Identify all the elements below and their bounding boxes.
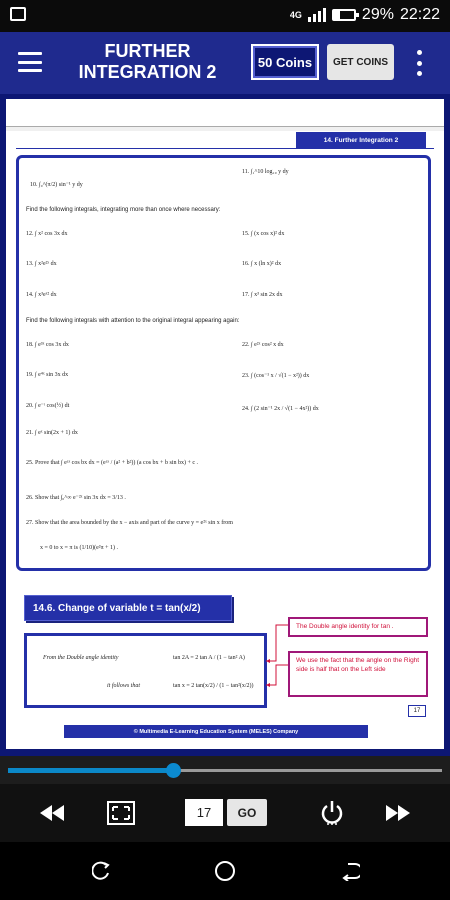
seek-bar[interactable]	[0, 756, 450, 784]
network-type: 4G	[289, 10, 302, 20]
exercise-item: 11. ∫₁^10 log₁₀ y dy	[242, 169, 289, 175]
hamburger-menu-icon[interactable]	[18, 52, 42, 72]
annotation-note: The Double angle identity for tan .	[288, 617, 428, 637]
system-nav-bar	[0, 842, 450, 900]
page-title: FURTHER INTEGRATION 2	[78, 41, 217, 82]
recent-apps-icon[interactable]	[86, 842, 118, 900]
more-options-icon[interactable]	[415, 50, 423, 76]
rewind-icon[interactable]	[30, 784, 74, 842]
exercise-item: 16. ∫ x (ln x)² dx	[242, 261, 282, 267]
exercise-box	[16, 155, 431, 571]
exercise-item: 14. ∫ x³eˣ² dx	[26, 292, 57, 298]
divider	[16, 148, 434, 149]
exercise-item: 24. ∫ (2 sin⁻¹ 2x / √(1 − 4x²)) dx	[242, 406, 319, 412]
formula-box	[24, 633, 267, 708]
instruction-text: Find the following integrals, integrating more than once where necessary:	[26, 207, 221, 213]
seek-thumb[interactable]	[166, 763, 181, 778]
formula-expression: tan x = 2 tan(x/2) / (1 − tan²(x/2))	[173, 683, 254, 689]
coins-badge[interactable]: 50 Coins	[251, 44, 319, 80]
exercise-item: 13. ∫ x²e²ˣ dx	[26, 261, 57, 267]
page-number-input[interactable]: 17	[185, 799, 223, 826]
exercise-item: 20. ∫ e⁻ᵗ cos(½) dt	[26, 403, 70, 409]
fast-forward-icon[interactable]	[376, 784, 420, 842]
exercise-item: 15. ∫ (x cos x)² dx	[242, 231, 285, 237]
home-icon[interactable]	[208, 842, 242, 900]
screenshot-icon	[10, 7, 26, 21]
signal-icon	[308, 8, 326, 22]
seek-progress	[8, 768, 173, 773]
section-title: 14.6. Change of variable t = tan(x/2)	[24, 595, 232, 621]
exercise-item: 19. ∫ e⁴ˣ sin 3x dx	[26, 372, 69, 378]
battery-icon	[332, 9, 356, 21]
exercise-item: x = 0 to x = π is (1/10)(e²π + 1) .	[40, 545, 118, 551]
exercise-item: 10. ∫₀^(π/2) sin⁻¹ y dy	[30, 182, 83, 188]
page-header	[6, 99, 444, 127]
instruction-text: Find the following integrals with attention to the original integral appearing again:	[26, 318, 240, 324]
exercise-item: 27. Show that the area bounded by the x − axis and part of the curve y = e²ˣ sin x from	[26, 520, 233, 526]
battery-percent: 29%	[361, 6, 394, 23]
exercise-item: 26. Show that ∫₀^∞ e⁻²ˣ sin 3x dx = 3/13 .	[26, 495, 126, 501]
exercise-item: 23. ∫ (cos⁻¹ x / √(1 − x²)) dx	[242, 373, 310, 379]
formula-lead: From the Double angle identity	[43, 655, 119, 661]
exercise-item: 21. ∫ eˣ sin(2x + 1) dx	[26, 430, 78, 436]
go-button[interactable]: GO	[227, 799, 267, 826]
player-controls	[0, 784, 450, 842]
exercise-item: 12. ∫ x² cos 3x dx	[26, 231, 68, 237]
exercise-item: 18. ∫ e³ˣ cos 3x dx	[26, 342, 69, 348]
fullscreen-icon[interactable]	[98, 784, 144, 842]
document-viewer[interactable]	[0, 94, 450, 756]
status-bar	[0, 0, 450, 32]
document-page	[6, 99, 444, 749]
copyright-footer: © Multimedia E-Learning Education System (MELES) Company	[64, 725, 368, 738]
clock: 22:22	[399, 6, 440, 23]
get-coins-button[interactable]: GET COINS	[327, 44, 394, 80]
annotation-note: We use the fact that the angle on the Right side is half that on the Left side	[288, 651, 428, 697]
exercise-item: 25. Prove that ∫ eᵃˣ cos bx dx = (eᵃˣ / (a² + b²)) (a cos bx + b sin bx) + c .	[26, 460, 198, 466]
power-icon[interactable]	[310, 784, 354, 842]
chapter-tag: 14. Further Integration 2	[296, 132, 426, 148]
exercise-item: 22. ∫ e²ˣ cos² x dx	[242, 342, 284, 348]
back-icon[interactable]	[334, 842, 366, 900]
exercise-item: 17. ∫ x³ sin 2x dx	[242, 292, 283, 298]
page-number: 17	[408, 705, 426, 717]
app-bar	[0, 32, 450, 94]
formula-lead: it follows that	[107, 683, 141, 689]
formula-expression: tan 2A = 2 tan A / (1 − tan² A)	[173, 655, 245, 661]
